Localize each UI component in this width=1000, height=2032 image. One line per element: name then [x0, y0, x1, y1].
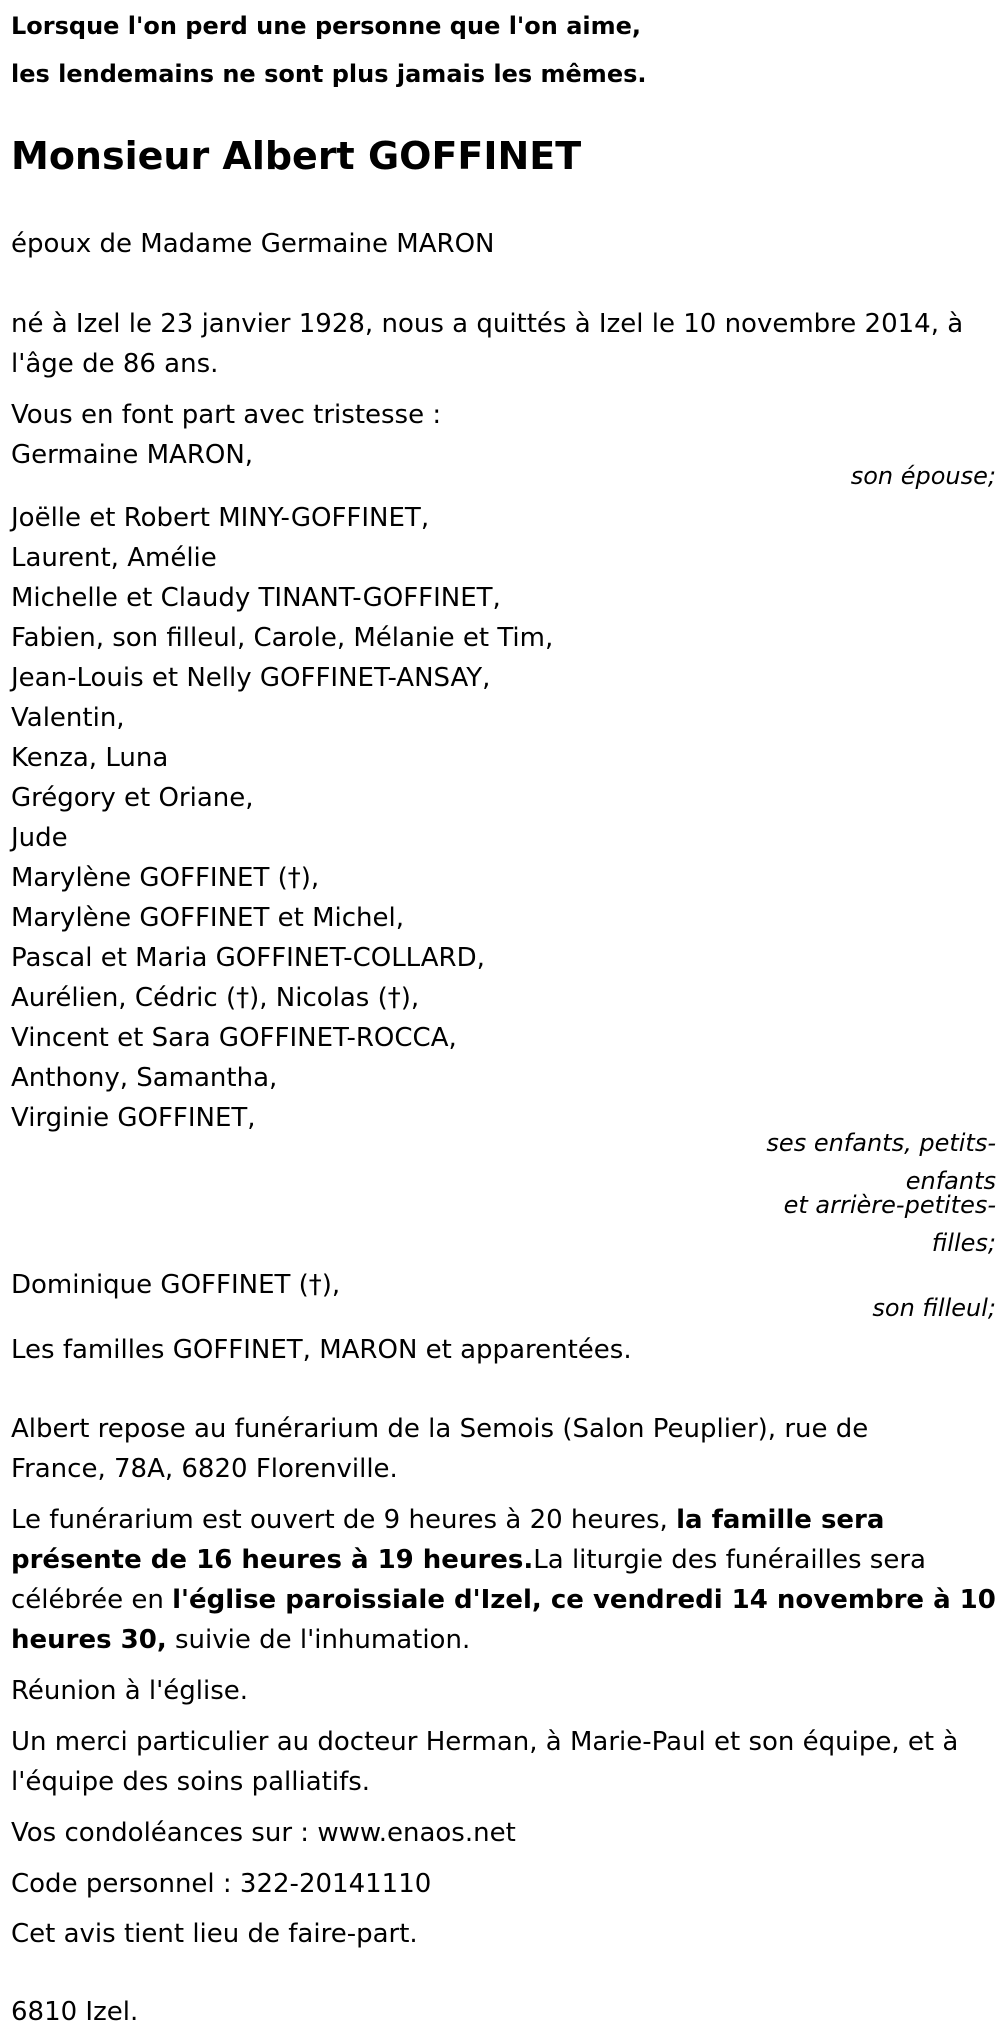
children-line: Vincent et Sara GOFFINET-ROCCA,	[11, 1023, 457, 1053]
children-line: Valentin,	[11, 703, 125, 733]
godson-name: Dominique GOFFINET (†),	[11, 1270, 341, 1300]
children-line: Jude	[11, 823, 68, 853]
children-role-line: enfants	[905, 1167, 996, 1195]
children-line: Marylène GOFFINET (†),	[11, 863, 320, 893]
intro-line-1: Lorsque l'on perd une personne que l'on aime,	[11, 12, 642, 40]
children-line: Anthony, Samantha,	[11, 1063, 278, 1093]
funeral-text: suivie de l'inhumation.	[166, 1625, 471, 1655]
intro-line-2: les lendemains ne sont plus jamais les mêmes.	[11, 60, 647, 88]
notice-line: Cet avis tient lieu de faire-part.	[11, 1919, 418, 1949]
children-role-line: filles;	[931, 1229, 996, 1257]
children-line: Joëlle et Robert MINY-GOFFINET,	[11, 503, 430, 533]
repose-line-2: France, 78A, 6820 Florenville.	[11, 1454, 398, 1484]
funeral-paragraph-line-2	[11, 1540, 926, 1580]
spouse-line: époux de Madame Germaine MARON	[11, 229, 495, 259]
godson-role: son filleul;	[872, 1294, 996, 1322]
funeral-paragraph-line-4	[11, 1620, 470, 1660]
funeral-bold-text: l'église paroissiale d'Izel, ce vendredi 14 novembre à 10	[172, 1585, 996, 1615]
announcement-heading: Vous en font part avec tristesse :	[11, 400, 442, 430]
children-line: Fabien, son filleul, Carole, Mélanie et Tim,	[11, 623, 554, 653]
children-role-line: et arrière-petites-	[783, 1191, 996, 1219]
repose-line-1: Albert repose au funérarium de la Semois (Salon Peuplier), rue de	[11, 1414, 869, 1444]
children-line: Kenza, Luna	[11, 743, 169, 773]
children-line: Pascal et Maria GOFFINET-COLLARD,	[11, 943, 485, 973]
deceased-name: Monsieur Albert GOFFINET	[11, 134, 582, 178]
thanks-line-2: l'équipe des soins palliatifs.	[11, 1767, 371, 1797]
children-line: Virginie GOFFINET,	[11, 1103, 256, 1133]
funeral-bold-text: heures 30,	[11, 1625, 167, 1655]
children-line: Michelle et Claudy TINANT-GOFFINET,	[11, 583, 501, 613]
birth-death-line-1: né à Izel le 23 janvier 1928, nous a quittés à Izel le 10 novembre 2014, à	[11, 309, 964, 339]
birth-death-line-2: l'âge de 86 ans.	[11, 349, 219, 379]
spouse-role: son épouse;	[850, 462, 996, 490]
children-line: Aurélien, Cédric (†), Nicolas (†),	[11, 983, 420, 1013]
address-line: 6810 Izel.	[11, 1997, 139, 2027]
children-line: Grégory et Oriane,	[11, 783, 254, 813]
funeral-paragraph-line-3	[11, 1580, 996, 1620]
children-line: Marylène GOFFINET et Michel,	[11, 903, 404, 933]
funeral-text: Le funérarium est ouvert de 9 heures à 20 heures,	[11, 1505, 677, 1535]
thanks-line-1: Un merci particulier au docteur Herman, à Marie-Paul et son équipe, et à	[11, 1727, 959, 1757]
children-line: Laurent, Amélie	[11, 543, 217, 573]
children-line: Jean-Louis et Nelly GOFFINET-ANSAY,	[11, 663, 491, 693]
funeral-text: célébrée en	[11, 1585, 173, 1615]
meeting-line: Réunion à l'église.	[11, 1676, 249, 1706]
funeral-bold-text: présente de 16 heures à 19 heures.	[11, 1545, 534, 1575]
funeral-paragraph-line-1	[11, 1500, 884, 1540]
spouse-name: Germaine MARON,	[11, 440, 254, 470]
families-line: Les familles GOFFINET, MARON et apparentées.	[11, 1335, 632, 1365]
condolences-line: Vos condoléances sur : www.enaos.net	[11, 1818, 516, 1848]
funeral-text: La liturgie des funérailles sera	[533, 1545, 926, 1575]
funeral-bold-text: la famille sera	[676, 1505, 885, 1535]
personal-code-line: Code personnel : 322-20141110	[11, 1869, 432, 1899]
children-role-line: ses enfants, petits-	[766, 1129, 996, 1157]
